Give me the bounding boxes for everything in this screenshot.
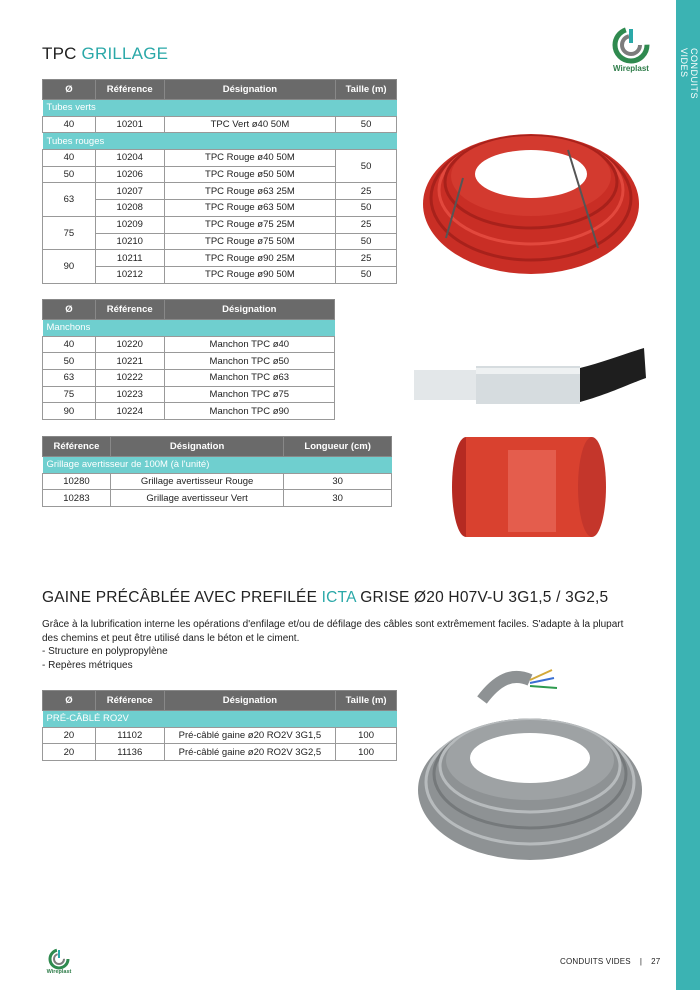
table-header-row xyxy=(43,300,335,320)
grillage-roll-image xyxy=(450,432,608,547)
cell: 40 xyxy=(43,116,96,133)
col-header: Référence xyxy=(95,80,164,100)
grillage-table xyxy=(42,436,392,507)
cell: 100 xyxy=(336,744,397,761)
cell: 90 xyxy=(43,250,96,283)
table-row xyxy=(43,200,397,217)
table-group-row xyxy=(43,100,397,117)
table-row xyxy=(43,216,397,233)
title2-post: GRISE Ø20 H07V-U 3G1,5 / 3G2,5 xyxy=(360,589,609,606)
cell: 75 xyxy=(43,216,96,249)
group-label: PRÉ-CÂBLÉ RO2V xyxy=(43,711,397,728)
page-footer xyxy=(560,957,660,966)
cell: 50 xyxy=(43,166,96,183)
cell: Manchon TPC ø63 xyxy=(164,370,334,387)
manchon-table xyxy=(42,299,335,420)
cell: 100 xyxy=(336,727,397,744)
col-header: Longueur (cm) xyxy=(284,437,392,457)
footer-logo-wordmark: Wireplast xyxy=(46,969,72,975)
col-header: Référence xyxy=(95,300,164,320)
table-row xyxy=(43,353,335,370)
red-tpc-coil-image xyxy=(418,118,644,283)
cell: 11136 xyxy=(95,744,164,761)
table-group-row xyxy=(43,711,397,728)
brand-logo xyxy=(603,26,659,76)
table-row xyxy=(43,336,335,353)
cell: 50 xyxy=(336,233,397,250)
footer-separator: | xyxy=(639,957,643,966)
cell: 40 xyxy=(43,336,96,353)
cell: 25 xyxy=(336,216,397,233)
col-header: Désignation xyxy=(110,437,283,457)
description-text: Grâce à la lubrification interne les opérations d'enfilage et/ou de défilage des câbles sont extrêmement faciles. S'adapte à la plupart des chemins et peut être utilisé dans le béton et le ciment. xyxy=(42,619,624,644)
col-header: Référence xyxy=(43,437,111,457)
cell: 63 xyxy=(43,370,96,387)
table-row xyxy=(43,386,335,403)
cell: 10224 xyxy=(95,403,164,420)
group-label: Tubes rouges xyxy=(43,133,397,150)
cell: Manchon TPC ø90 xyxy=(164,403,334,420)
cell: 50 xyxy=(336,266,397,283)
cell: 10283 xyxy=(43,490,111,507)
feature-bullet: - Structure en polypropylène xyxy=(42,646,168,657)
table-header-row xyxy=(43,691,397,711)
cell: TPC Rouge ø75 25M xyxy=(164,216,335,233)
table-row xyxy=(43,150,397,167)
table-row xyxy=(43,403,335,420)
cell: 50 xyxy=(336,150,397,183)
manchon-image xyxy=(414,348,646,417)
col-header: Ø xyxy=(43,300,96,320)
cell: 10201 xyxy=(95,116,164,133)
cell: Grillage avertisseur Vert xyxy=(110,490,283,507)
cell: TPC Rouge ø90 50M xyxy=(164,266,335,283)
cell: TPC Vert ø40 50M xyxy=(164,116,335,133)
cell: 10210 xyxy=(95,233,164,250)
side-band xyxy=(676,0,700,990)
table-row xyxy=(43,266,397,283)
col-header: Ø xyxy=(43,691,96,711)
cell: TPC Rouge ø75 50M xyxy=(164,233,335,250)
feature-bullet: - Repères métriques xyxy=(42,659,133,671)
cell: 20 xyxy=(43,744,96,761)
cell: 10206 xyxy=(95,166,164,183)
section-title xyxy=(42,44,168,64)
cell: 10220 xyxy=(95,336,164,353)
cell: 30 xyxy=(284,490,392,507)
group-label: Manchons xyxy=(43,320,335,337)
col-header: Désignation xyxy=(164,300,334,320)
cell: TPC Rouge ø50 50M xyxy=(164,166,335,183)
title2-pre: GAINE PRÉCÂBLÉE AVEC PREFILÉE xyxy=(42,589,318,606)
cell: Manchon TPC ø75 xyxy=(164,386,334,403)
cell: 11102 xyxy=(95,727,164,744)
table-header-row xyxy=(43,80,397,100)
cell: 63 xyxy=(43,183,96,216)
table-row xyxy=(43,183,397,200)
cell: Pré-câblé gaine ø20 RO2V 3G1,5 xyxy=(164,727,335,744)
cell: 50 xyxy=(43,353,96,370)
cell: 90 xyxy=(43,403,96,420)
col-header: Ø xyxy=(43,80,96,100)
cell: 10222 xyxy=(95,370,164,387)
cell: 40 xyxy=(43,150,96,167)
cell: 10209 xyxy=(95,216,164,233)
cell: 25 xyxy=(336,250,397,267)
logo-wordmark: Wireplast xyxy=(613,64,649,73)
cell: Manchon TPC ø40 xyxy=(164,336,334,353)
cell: 10212 xyxy=(95,266,164,283)
cell: Grillage avertisseur Rouge xyxy=(110,473,283,490)
table-row xyxy=(43,744,397,761)
cell: Manchon TPC ø50 xyxy=(164,353,334,370)
col-header: Désignation xyxy=(164,691,335,711)
title-accent: GRILLAGE xyxy=(81,44,169,63)
side-tab-label: CONDUITS VIDES xyxy=(679,48,699,99)
footer-logo xyxy=(40,948,78,978)
col-header: Référence xyxy=(95,691,164,711)
cell: 50 xyxy=(336,200,397,217)
cell: Pré-câblé gaine ø20 RO2V 3G2,5 xyxy=(164,744,335,761)
section2-title xyxy=(42,589,608,607)
cell: 10211 xyxy=(95,250,164,267)
cell: 10207 xyxy=(95,183,164,200)
cell: 30 xyxy=(284,473,392,490)
cell: TPC Rouge ø63 50M xyxy=(164,200,335,217)
col-header: Désignation xyxy=(164,80,335,100)
precable-table xyxy=(42,690,397,761)
cell: 10223 xyxy=(95,386,164,403)
table-row xyxy=(43,116,397,133)
table-row xyxy=(43,490,392,507)
table-header-row xyxy=(43,437,392,457)
table-group-row xyxy=(43,133,397,150)
table-group-row xyxy=(43,320,335,337)
group-label: Grillage avertisseur de 100M (à l'unité) xyxy=(43,457,392,474)
cell: 20 xyxy=(43,727,96,744)
title-main: TPC xyxy=(42,44,77,63)
cell: 10221 xyxy=(95,353,164,370)
page-number: 27 xyxy=(651,957,661,966)
title2-accent: ICTA xyxy=(321,589,356,606)
group-label: Tubes verts xyxy=(43,100,397,117)
col-header: Taille (m) xyxy=(336,691,397,711)
cell: 25 xyxy=(336,183,397,200)
cell: 50 xyxy=(336,116,397,133)
table-row xyxy=(43,727,397,744)
tpc-table xyxy=(42,79,397,284)
table-row xyxy=(43,233,397,250)
table-row xyxy=(43,250,397,267)
cell: TPC Rouge ø63 25M xyxy=(164,183,335,200)
cell: TPC Rouge ø40 50M xyxy=(164,150,335,167)
table-group-row xyxy=(43,457,392,474)
cell: 10204 xyxy=(95,150,164,167)
col-header: Taille (m) xyxy=(336,80,397,100)
footer-section: CONDUITS VIDES xyxy=(560,957,631,966)
table-row xyxy=(43,370,335,387)
grey-precable-coil-image xyxy=(412,660,648,871)
cell: TPC Rouge ø90 25M xyxy=(164,250,335,267)
cell: 75 xyxy=(43,386,96,403)
cell: 10280 xyxy=(43,473,111,490)
table-row xyxy=(43,473,392,490)
cell: 10208 xyxy=(95,200,164,217)
